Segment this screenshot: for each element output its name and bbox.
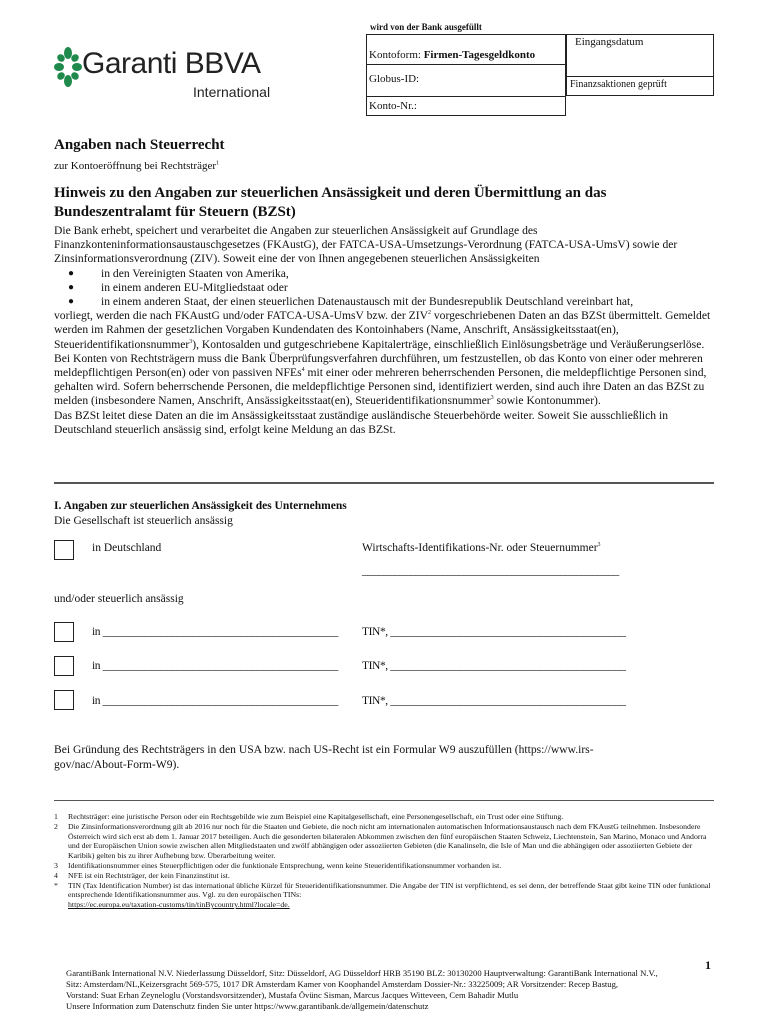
section-divider bbox=[54, 482, 714, 484]
bank-form-box bbox=[366, 34, 566, 116]
konto-nr-field[interactable]: Konto-Nr.: bbox=[369, 100, 417, 112]
wid-input[interactable]: ________________________________________________ bbox=[362, 565, 619, 577]
list-item: ● in den Vereinigten Staaten von Amerika, bbox=[54, 267, 720, 281]
notice-paragraph-1: Die Bank erhebt, speichert und verarbeitet die Angaben zur steuerlichen Ansässigkeit auf Grundlage des Finanzkonteninformationsaustauschgesetzes (FKAustG), der FATCA-USA-Umsetzungs-Verordnung (FATCA-USA-UmsV) sowie der Zinsinformationsverordnung (ZIV). Soweit eine der von Ihnen angegebenen steuerlichen Ansässigkeiten bbox=[54, 224, 678, 266]
form-type-label: Kontoform: bbox=[369, 49, 424, 61]
notice-title: Hinweis zu den Angaben zur steuerlichen Ansässigkeit und deren Übermittlung an das Bundeszentralamt für Steuern (BZSt) bbox=[54, 185, 607, 220]
germany-label: in Deutschland bbox=[92, 542, 162, 554]
section-subtitle: Die Gesellschaft ist steuerlich ansässig bbox=[54, 515, 233, 527]
country-input-3[interactable]: in ____________________________________________ bbox=[92, 695, 339, 707]
footnotes bbox=[54, 812, 720, 910]
tin-input-1[interactable]: TIN*, ____________________________________________ bbox=[362, 626, 626, 638]
form-type-cell bbox=[367, 35, 565, 65]
form-type-value: Firmen-Tagesgeldkonto bbox=[423, 49, 536, 61]
country-input-2[interactable]: in ____________________________________________ bbox=[92, 660, 339, 672]
logo-subtitle: International bbox=[193, 84, 271, 100]
andor-label: und/oder steuerlich ansässig bbox=[54, 593, 184, 605]
footnote: 1 Rechtsträger: eine juristische Person oder ein Rechtsgebilde wie zum Beispiel eine Kapitalgesellschaft, eine Personengesellschaft, ein Trust oder eine Stiftung. bbox=[54, 812, 564, 821]
page-subtitle: zur Kontoeröffnung bei Rechtsträger$^1$ bbox=[54, 160, 219, 172]
eingangsdatum-field[interactable]: Eingangsdatum bbox=[567, 35, 713, 77]
country-checkbox-1[interactable] bbox=[54, 622, 74, 642]
footer-line: GarantiBank International N.V. Niederlassung Düsseldorf, Sitz: Düsseldorf, AG Düsseldorf HRB 35190 BLZ: 30130200 Hauptverwaltung: GarantiBank International N.V., bbox=[66, 968, 658, 978]
receipt-box bbox=[566, 34, 714, 96]
footnote: 2 Die Zinsinformationsverordnung gilt ab 2016 nur noch für die Staaten und Gebiete, die noch nicht am internationalen automatischen Informationsaustausch nach dem FKAustG teilnehmen. Insbesondere Österreich wird sich erst ab dem 1. Januar 2017 beteiligen. Auch die gesonderten bilateralen Abkommen zwischen den fünf europäischen Staaten Schweiz, Liechtenstein, San Marino, Monaco und Andorra und der Europäischen Union sowie zwischen allen Mitgliedstaaten und zwölf abhängigen oder assoziierten Gebieten (die Kanalinseln, die Isle of Man und die abhängigen oder assoziierten Gebiete der Karibik) gelten bis zu ihrer Aufhebung bzw. Überarbeitung weiter. bbox=[54, 821, 707, 861]
country-checkbox-2[interactable] bbox=[54, 656, 74, 676]
notice-paragraph-2: vorliegt, werden die nach FKAustG und/oder FATCA-USA-UmsV bzw. der ZIV$^2$ vorgeschriebenen Daten an das BZSt übermittelt. Gemeldet werden im Rahmen der gesetzlichen Vorgaben Kundendaten des Kontoinhabers (Name, Anschrift, Ansässigkeitsstaat(en), Steueridentifikationsnummer$^3$), Kontosalden und gutgeschriebene Kapitalerträge, einschließlich Einlösungsbeträge und Veräußerungserlöse. bbox=[54, 309, 711, 351]
garanti-clover-logo-icon bbox=[54, 47, 82, 87]
footnote-divider bbox=[54, 800, 714, 801]
globus-id-field[interactable]: Globus-ID: bbox=[367, 65, 565, 97]
logo-wordmark: Garanti BBVA bbox=[82, 47, 261, 80]
page-title: Angaben nach Steuerrecht bbox=[54, 137, 225, 153]
tin-input-3[interactable]: TIN*, ____________________________________________ bbox=[362, 695, 626, 707]
finanz-checked-field[interactable]: Finanzsaktionen geprüft bbox=[570, 79, 667, 90]
footnote: 4 NFE ist ein Rechtsträger, der kein Finanzinstitut ist. bbox=[54, 870, 230, 880]
country-checkbox-3[interactable] bbox=[54, 690, 74, 710]
notice-paragraph-4: Das BZSt leitet diese Daten an die im Ansässigkeitsstaat zuständige ausländische Steuerbehörde weiter. Soweit Sie ausschließlich in Deutschland steuerlich ansässig sind, erfolgt keine Meldung an das BZSt. bbox=[54, 408, 669, 436]
footer-line: Sitz: Amsterdam/NL,Keizersgracht 569-575, 1017 DR Amsterdam Kamer von Koophandel Amsterdam Dossier-Nr.: 33225009; AR Vorsitzender: Recep Bastug, bbox=[66, 979, 619, 989]
tin-input-2[interactable]: TIN*, ____________________________________________ bbox=[362, 660, 626, 672]
country-input-1[interactable]: in ____________________________________________ bbox=[92, 626, 339, 638]
page-number: 1 bbox=[705, 958, 711, 972]
list-item: ● in einem anderen Staat, der einen steuerlichen Datenaustausch mit der Bundesrepublik Deutschland vereinbart hat, bbox=[54, 295, 720, 309]
page-footer bbox=[66, 968, 726, 1012]
tin-europa-link[interactable]: https://ec.europa.eu/taxation-customs/tin/tinBycountry.html?locale=de. bbox=[68, 900, 290, 910]
notice-body bbox=[54, 224, 720, 437]
bank-fill-note: wird von der Bank ausgefüllt bbox=[370, 22, 482, 32]
footer-line: Vorstand: Suat Erhan Zeyneloglu (Vorstandsvorsitzender), Mustafa Övünc Sisman, Marcus Jacques Witteveen, Cem Bahadir Mutlu bbox=[66, 990, 519, 1000]
notice-paragraph-3: Bei Konten von Rechtsträgern muss die Bank Überprüfungsverfahren durchführen, um festzustellen, ob das Konto von einer oder mehreren meldepflichtigen Person(en) oder von passiven NFEs$^4$ mit einer oder mehreren beherrschenden Personen, die meldepflichtige Personen sind, gehalten wird. Sofern beherrschende Personen, die meldepflichtige Personen sind, identifiziert werden, sind auch ihre Daten an das BZSt zu melden (insbesondere Namen, Anschrift, Ansässigkeitsstaat(en), Steueridentifikationsnummer$^3$ sowie Kontonummer). bbox=[54, 351, 707, 408]
germany-checkbox[interactable] bbox=[54, 540, 74, 560]
wid-label: Wirtschafts-Identifikations-Nr. oder Steuernummer$^3$ bbox=[362, 542, 601, 554]
section-title: I. Angaben zur steuerlichen Ansässigkeit des Unternehmens bbox=[54, 500, 347, 512]
footnote: 3 Identifikationsnummer eines Steuerpflichtigen oder die funktionale Entsprechung, wenn keine Steueridentifikationsnummer vorhanden ist. bbox=[54, 860, 502, 870]
footer-line: Unsere Information zum Datenschutz finden Sie unter https://www.garantibank.de/allgemein/datenschutz bbox=[66, 1001, 429, 1011]
list-item: ● in einem anderen EU-Mitgliedstaat oder bbox=[54, 281, 720, 295]
w9-note: Bei Gründung des Rechtsträgers in den USA bzw. nach US-Recht ist ein Formular W9 auszufüllen (https://www.irs-gov/nac/About-Form-W9). bbox=[54, 743, 594, 771]
footnote: * TIN (Tax Identification Number) ist das international übliche Kürzel für Steueridentifikationsnummer. Die Angabe der TIN ist verpflichtend, es sei denn, der betreffende Staat gibt keine TIN oder funktional entsprechende Identifikationsnummer aus. Vgl. zu den europäischen TINs: https://ec.europa.eu/taxation-customs/tin/tinBycountry.html?locale=de. bbox=[54, 880, 711, 910]
notice-bullet-list bbox=[54, 267, 720, 310]
